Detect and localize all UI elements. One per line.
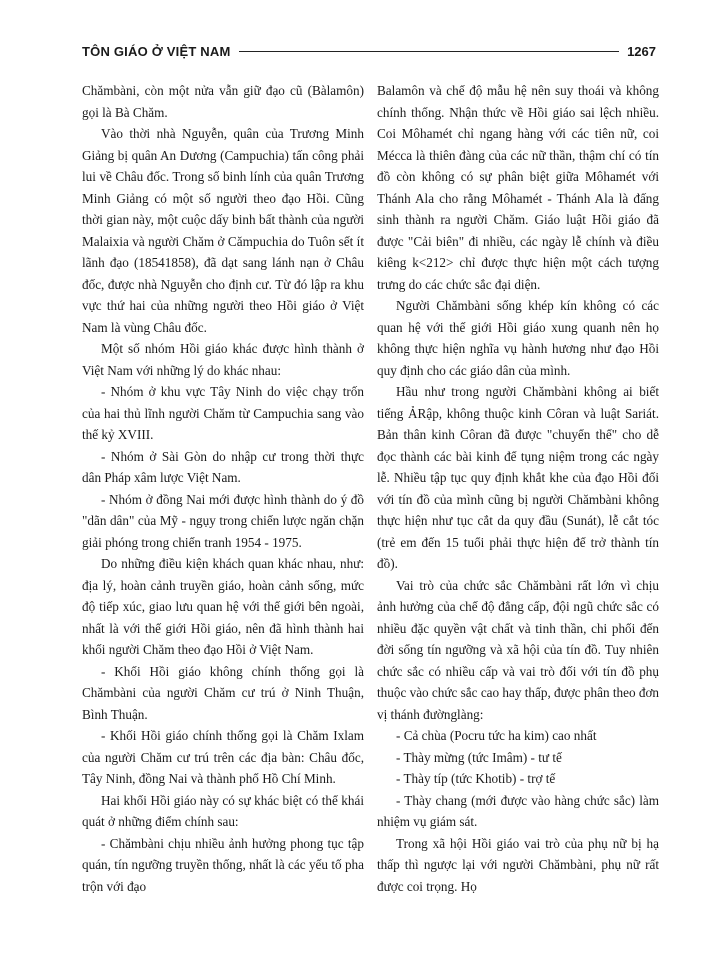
list-item: - Thày mừng (tức Imâm) - tư tế bbox=[396, 749, 562, 765]
list-item: - Nhóm ở đồng Nai mới được hình thành do ý đồ "dãn dân" của Mỹ - ngụy trong chiến lược ngăn chặn giải phóng trong chiến tranh 1954 - 1975. bbox=[82, 491, 364, 550]
list-item: - Nhóm ở khu vực Tây Ninh do việc chạy trốn của hai thủ lĩnh người Chăm từ Campuchia sang vào thế kỷ XVIII. bbox=[82, 384, 364, 442]
list-item: - Khối Hồi giáo không chính thống gọi là Chămbàni của người Chăm cư trú ở Ninh Thuận, Bình Thuận. bbox=[82, 663, 364, 722]
header-rule bbox=[239, 51, 620, 52]
paragraph: Người Chămbàni sống khép kín không có các quan hệ với thế giới Hồi giáo xung quanh nên họ không thực hiện nghĩa vụ hành hương như đạo Hồi quy định cho các giáo dân của mình. bbox=[377, 298, 659, 378]
page-number: 1267 bbox=[627, 43, 656, 59]
running-title: TÔN GIÁO Ở VIỆT NAM bbox=[82, 43, 231, 59]
list-item: - Nhóm ở Sài Gòn do nhập cư trong thời thực dân Pháp xâm lược Việt Nam. bbox=[82, 448, 364, 485]
right-column bbox=[377, 80, 659, 897]
left-column bbox=[82, 80, 364, 897]
list-item: - Chămbàni chịu nhiều ảnh hưởng phong tục tập quán, tín ngưỡng truyền thống, nhất là các yếu tố pha trộn với đạo bbox=[82, 835, 364, 894]
list-item: - Thày típ (tức Khotib) - trợ tế bbox=[396, 771, 556, 786]
paragraph: Do những điều kiện khách quan khác nhau, như: địa lý, hoàn cảnh truyền giáo, hoàn cảnh sống, mức độ tiếp xúc, giao lưu quan hệ với thế giới bên ngoài, nhất là với thế giới Hồi giáo, nên đã hình thành hai khối người Chăm theo đạo Hồi ở Việt Nam. bbox=[82, 556, 364, 657]
list-item: - Khối Hồi giáo chính thống gọi là Chăm Ixlam của người Chăm cư trú trên các địa bàn: Châu đốc, Tây Ninh, đồng Nai và thành phố Hồ Chí Minh. bbox=[82, 728, 364, 786]
list-item: - Cả chùa (Pocru tức ha kim) cao nhất bbox=[396, 728, 597, 743]
list-item: - Thày chang (mới được vào hàng chức sắc) làm nhiệm vụ giám sát. bbox=[377, 792, 659, 829]
paragraph: Vai trò của chức sắc Chămbàni rất lớn vì chịu ảnh hưởng của chế độ đẳng cấp, đội ngũ chức sắc có nhiều đặc quyền vật chất và tinh thần, chi phối đến đời sống tín ngưỡng và xã hội của tín đồ. Tuy nhiên chức sắc có nhiều cấp và vai trò đối với tín đồ phụ thuộc vào chức sắc cao hay thấp, được phân theo đơn vị thánh đườnglàng: bbox=[377, 577, 660, 722]
paragraph: Hai khối Hồi giáo này có sự khác biệt có thể khái quát ở những điểm chính sau: bbox=[82, 792, 364, 829]
paragraph: Vào thời nhà Nguyễn, quân của Trương Minh Giảng bị quân An Dương (Campuchia) tấn công phải lui về Châu đốc. Trong số binh lính của quân Trương Minh Giảng có một số người theo đạo Hồi. Cũng thời gian này, một cuộc dấy binh bất thành của người Malaixia và người Chăm ở Cămpuchia do Tuôn sết ít lãnh đạo (18541858), đã dạt sang lánh nạn ở Châu đốc, được nhà Nguyễn cho định cư. Từ đó lập ra khu vực thứ hai của những người theo Hồi giáo ở Việt Nam là vùng Châu đốc. bbox=[82, 126, 364, 335]
paragraph: Trong xã hội Hồi giáo vai trò của phụ nữ bị hạ thấp thì ngược lại với người Chămbàni, phụ nữ rất được coi trọng. Họ bbox=[377, 835, 659, 894]
paragraph: Balamôn và chế độ mẫu hệ nên suy thoái và không chính thống. Nhận thức về Hồi giáo sai lệch nhiều. Coi Môhamét chỉ ngang hàng với các tiên nữ, coi Mécca là thiên đàng của các nữ thần, thậm chí có tín đồ còn không có sự phân biệt giữa Môhamét với Thánh Ala cho rằng Môhamét - Thánh Ala là đấng sinh thành ra người Chăm. Giáo luật Hồi giáo đã được "Cải biên" đi nhiều, các ngày lễ chính và điều kiêng k<212> chỉ được thực hiện một cách tượng trưng do các chức sắc đại diện. bbox=[377, 83, 659, 292]
paragraph: Hầu như trong người Chămbàni không ai biết tiếng ẢRập, không thuộc kinh Côran và luật Sariát. Bản thân kinh Côran đã được "chuyển thể" cho dễ đọc thành các bài kinh để tụng niệm trong các ngày lễ. Nhiều tập tục quy định khắt khe của đạo Hồi đối với tín đồ của mình cũng bị người Chămbàni không thực hiện như tục cắt da quy đầu (Sunát), lễ cắt tóc (trẻ em đến 15 tuổi phải thực hiện để trở thành tín đồ). bbox=[377, 384, 659, 571]
paragraph: Chămbàni, còn một nửa vẫn giữ đạo cũ (Bàlamôn) gọi là Bà Chăm. bbox=[82, 83, 364, 120]
running-header bbox=[82, 40, 656, 62]
paragraph: Một số nhóm Hồi giáo khác được hình thành ở Việt Nam với những lý do khác nhau: bbox=[82, 341, 364, 378]
